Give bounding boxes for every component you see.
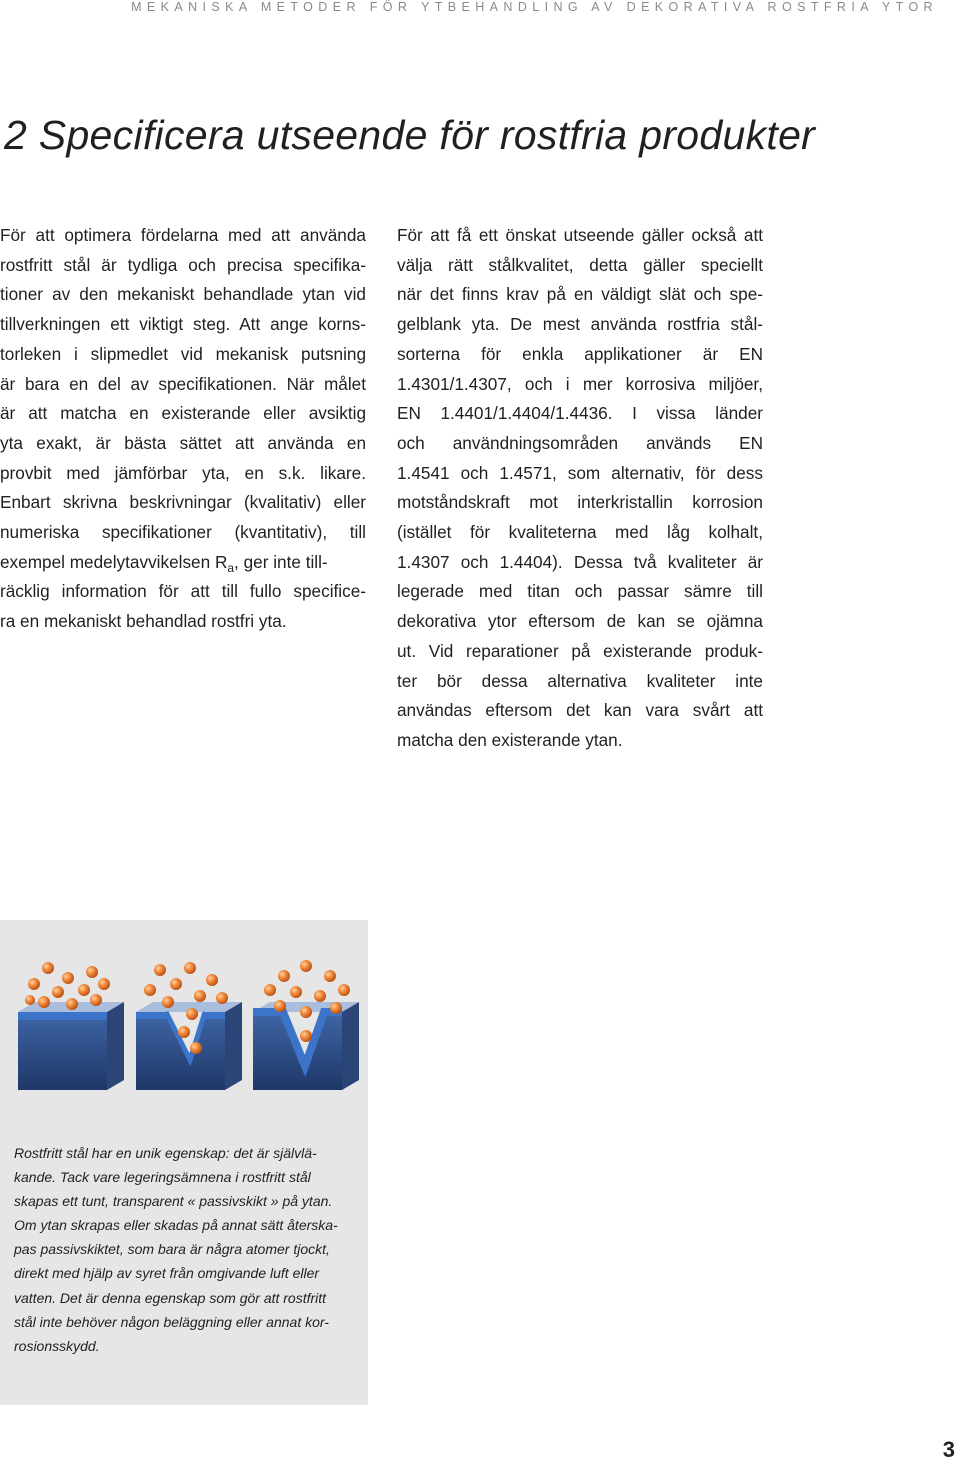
caption-line: vatten. Det är denna egenskap som gör att rostfritt (14, 1289, 327, 1306)
paragraph-line: legerade med titan och passar sämre till (397, 581, 763, 602)
paragraph-line: (istället för kvaliteterna med låg kolhalt, (397, 522, 763, 543)
paragraph-line: tioner av den mekaniskt behandlade ytan vid (0, 284, 366, 305)
caption-line: pas passivskiktet, som bara är några atomer tjockt, (14, 1241, 330, 1258)
paragraph-line: är bara en del av specifikationen. När målet (0, 373, 366, 394)
right-column (397, 221, 763, 756)
caption-line: Rostfritt stål har en unik egenskap: det är självlä- (14, 1145, 317, 1161)
paragraph-line: och användningsområden används EN (397, 432, 763, 453)
paragraph-line: när det finns krav på en väldigt slät och spe- (397, 284, 763, 305)
paragraph-line: matcha den existerande ytan. (397, 729, 623, 750)
paragraph-line: välja rätt stålkvalitet, detta gäller speciellt (397, 254, 763, 275)
paragraph-line: dekorativa ytor eftersom de kan se ojämna (397, 611, 763, 632)
caption-line: rosionsskydd. (14, 1337, 100, 1354)
page-number: 3 (942, 1437, 955, 1462)
paragraph-line: ra en mekaniskt behandlad rostfri yta. (0, 611, 287, 632)
steel-block-intact (18, 1002, 124, 1090)
paragraph-line: användas eftersom det kan vara svårt att (397, 700, 763, 721)
paragraph-line: Enbart skrivna beskrivningar (kvalitativ) eller (0, 492, 366, 513)
left-column (0, 221, 366, 637)
caption-line: skapas ett tunt, transparent « passivskikt » på ytan. (14, 1193, 333, 1210)
running-head: MEKANISKA METODER FÖR YTBEHANDLING AV DEKORATIVA ROSTFRIA YTOR (131, 0, 938, 14)
caption-line: Om ytan skrapas eller skadas på annat sätt återska- (14, 1217, 338, 1234)
paragraph-line: räcklig information för att till fullo specifice- (0, 581, 366, 602)
paragraph-line: sorterna för enkla applikationer är EN (397, 343, 763, 364)
caption-line: stål inte behöver någon beläggning eller annat kor- (14, 1313, 329, 1330)
ra-subscript: a (227, 560, 235, 575)
paragraph-line: motståndskraft mot interkristallin korrosion (397, 492, 763, 513)
paragraph-line: torleken i slipmedlet vid mekanisk putsning (0, 343, 366, 364)
paragraph-line: yta exakt, är bästa sättet att använda en (0, 432, 366, 453)
paragraph-line: provbit med jämförbar yta, en s.k. likare. (0, 462, 366, 483)
paragraph-line: är att matcha en existerande eller avsiktig (0, 403, 366, 424)
paragraph-line: 1.4307 och 1.4404). Dessa två kvaliteter är (397, 551, 763, 572)
paragraph-line: rostfritt stål är tydliga och precisa specifika- (0, 254, 366, 275)
paragraph-line: ut. Vid reparationer på existerande produk- (397, 640, 763, 661)
passive-layer-illustration (0, 920, 368, 1140)
paragraph-line: ter bör dessa alternativa kvaliteter inte (397, 670, 763, 691)
paragraph-line: numeriska specifikationer (kvantitativ), till (0, 522, 366, 543)
paragraph-line: För att få ett önskat utseende gäller också att (397, 225, 763, 245)
caption-line: direkt med hjälp av syret från omgivande luft eller (14, 1265, 320, 1282)
paragraph-line: 1.4541 och 1.4571, som alternativ, för dess (397, 462, 763, 483)
caption-line: kande. Tack vare legeringsämnena i rostfritt stål (14, 1169, 311, 1186)
paragraph-line: 1.4301/1.4307, och i mer korrosiva miljöer, (397, 373, 763, 394)
paragraph-line: gelblank yta. De mest använda rostfria stål- (397, 314, 763, 335)
figure-caption (14, 1141, 359, 1358)
ra-text-before: exempel medelytavvikelsen R (0, 551, 228, 572)
paragraph-line: tillverkningen ett viktigt steg. Att ange korns- (0, 314, 366, 335)
paragraph-line: För att optimera fördelarna med att använda (0, 225, 366, 245)
paragraph-line: EN 1.4401/1.4404/1.4436. I vissa länder (397, 403, 763, 424)
ra-text-after: , ger inte till- (234, 551, 328, 572)
paragraph-line-ra (0, 548, 366, 578)
page-title: 2 Specificera utseende för rostfria produkter (4, 112, 816, 158)
